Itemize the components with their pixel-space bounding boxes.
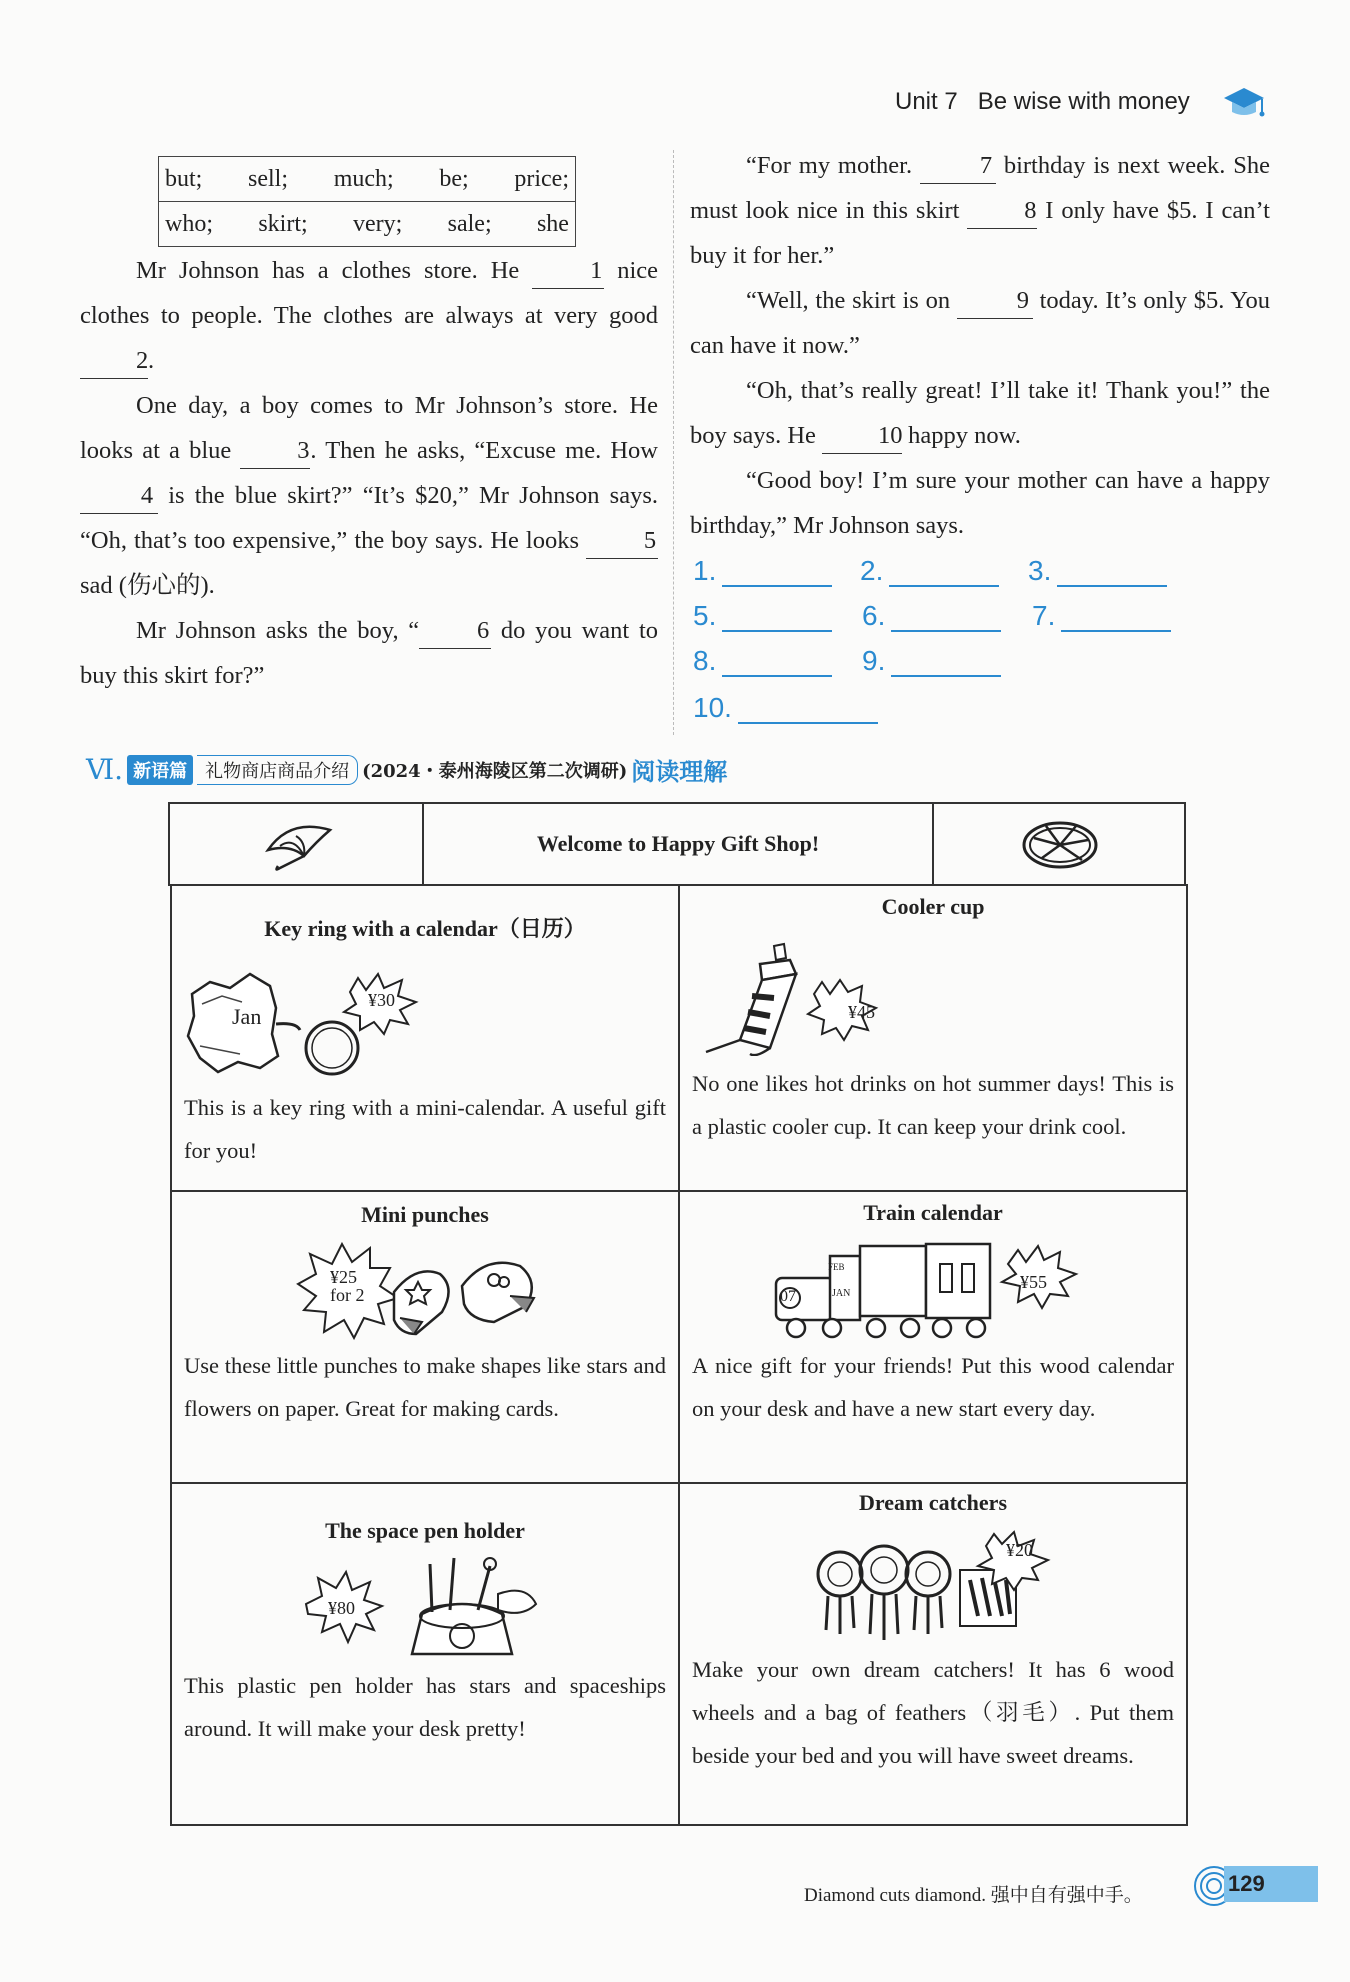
word: price; — [514, 166, 569, 192]
footer-motto: Diamond cuts diamond. 强中自有强中手。 — [804, 1885, 1143, 1906]
word: skirt; — [258, 211, 308, 237]
unit-title: Be wise with money — [977, 88, 1190, 115]
gift-train-calendar — [679, 1191, 1187, 1483]
blank-7: 7 — [920, 149, 996, 184]
gift-description: This plastic pen holder has stars and spaceships around. It will make your desk pretty! — [184, 1673, 666, 1741]
word: be; — [439, 166, 469, 192]
section-number: Ⅵ. — [86, 753, 124, 786]
section-source: (2024・泰州海陵区第二次调研) — [362, 760, 628, 782]
gift-title: Cooler cup — [881, 894, 985, 919]
train-tag-month-2: FEB — [828, 1262, 845, 1272]
answer-2[interactable]: 2. — [860, 555, 999, 587]
paragraph: “For my mother. 7 birthday is next week. She must look nice in this skirt 8 I only have $5. I can’t buy it for her.” — [690, 143, 1270, 278]
paragraph: “Oh, that’s really great! I’ll take it! Thank you!” the boy says. He 10 happy now. — [690, 368, 1270, 458]
gift-mini-punches — [171, 1191, 679, 1483]
candy-icon — [1020, 818, 1100, 872]
answer-5[interactable]: 5. — [693, 600, 832, 632]
price-note: for 2 — [330, 1285, 365, 1305]
answer-1[interactable]: 1. — [693, 555, 832, 587]
paragraph: “Well, the skirt is on 9 today. It’s only $5. You can have it now.” — [690, 278, 1270, 368]
gift-title: Train calendar — [863, 1200, 1003, 1225]
key-ring-illustration — [180, 964, 430, 1084]
gift-description: Make your own dream catchers! It has 6 wood wheels and a bag of feathers（羽毛）. Put them beside your bed and you will have sweet dreams. — [692, 1657, 1174, 1768]
word-box — [158, 156, 576, 247]
word: who; — [165, 211, 213, 237]
gift-key-ring — [171, 885, 679, 1191]
gift-title: Mini punches — [361, 1202, 489, 1227]
paragraph: Mr Johnson asks the boy, “ 6 do you want to buy this skirt for?” — [80, 608, 658, 698]
column-separator — [673, 150, 674, 735]
gift-dream-catchers — [679, 1483, 1187, 1825]
paragraph: “Good boy! I’m sure your mother can have a happy birthday,” Mr Johnson says. — [690, 467, 1270, 539]
gift-description: This is a key ring with a mini-calendar. A useful gift for you! — [184, 1095, 666, 1163]
gift-description: Use these little punches to make shapes like stars and flowers on paper. Great for making cards. — [184, 1353, 666, 1421]
page-number: 129 — [1224, 1866, 1318, 1902]
gift-description: A nice gift for your friends! Put this wood calendar on your desk and have a new start every day. — [692, 1353, 1174, 1421]
answer-7[interactable]: 7. — [1032, 600, 1171, 632]
paragraph: One day, a boy comes to Mr Johnson’s store. He looks at a blue 3. Then he asks, “Excuse me. How 4 is the blue skirt?” “It’s $20,” Mr Johnson says. “Oh, that’s too expensive,” the boy says. He looks 5 sad (伤心的). — [80, 392, 659, 599]
paragraph: Mr Johnson has a clothes store. He 1 nice clothes to people. The clothes are always at very good 2. — [80, 248, 658, 383]
section-topic: 礼物商店商品介绍 — [197, 755, 358, 785]
answer-6[interactable]: 6. — [862, 600, 1001, 632]
word: she — [536, 211, 569, 237]
answer-3[interactable]: 3. — [1028, 555, 1167, 587]
train-tag-month: JAN — [832, 1288, 851, 1299]
graduation-cap-icon — [1222, 84, 1266, 120]
price-tag: ¥45 — [848, 1002, 875, 1022]
gift-space-pen-holder — [171, 1483, 679, 1825]
word: much; — [333, 166, 394, 192]
word: sale; — [447, 211, 492, 237]
umbrella-icon — [260, 816, 340, 876]
cooler-cup-illustration — [690, 936, 910, 1056]
blank-4: 4 — [80, 479, 158, 514]
section-type: 阅读理解 — [631, 758, 728, 786]
answer-10[interactable]: 10. — [693, 692, 878, 724]
blank-5: 5 — [586, 524, 658, 559]
word: but; — [165, 166, 203, 192]
price-tag — [330, 1268, 365, 1304]
price-tag: ¥55 — [1020, 1272, 1047, 1292]
blank-9: 9 — [957, 284, 1033, 319]
passage-left — [80, 248, 658, 698]
shop-banner — [168, 802, 1186, 886]
calendar-tag: Jan — [232, 1004, 262, 1029]
unit-header — [895, 88, 1190, 116]
blank-8: 8 — [967, 194, 1037, 229]
blank-2: 2 — [80, 344, 148, 379]
passage-right — [690, 143, 1270, 548]
gift-title: Dream catchers — [858, 1490, 1008, 1515]
price-tag: ¥30 — [368, 990, 395, 1010]
price-tag: ¥20 — [1006, 1540, 1033, 1560]
mini-punches-illustration — [290, 1238, 550, 1344]
price-value: ¥25 — [330, 1267, 357, 1287]
unit-label: Unit 7 — [895, 88, 958, 115]
answer-8[interactable]: 8. — [693, 645, 832, 677]
gift-description: No one likes hot drinks on hot summer days! This is a plastic cooler cup. It can keep your drink cool. — [692, 1071, 1174, 1139]
train-calendar-illustration — [770, 1238, 1100, 1348]
gift-table — [170, 884, 1188, 1826]
gift-cooler-cup — [679, 885, 1187, 1191]
section-heading — [86, 752, 727, 787]
gift-title: Key ring with a calendar（日历） — [264, 916, 586, 941]
shop-welcome: Welcome to Happy Gift Shop! — [536, 831, 820, 856]
divider — [932, 804, 934, 884]
answer-9[interactable]: 9. — [862, 645, 1001, 677]
blank-1: 1 — [532, 254, 604, 289]
word: very; — [353, 211, 403, 237]
section-badge: 新语篇 — [127, 755, 193, 785]
price-tag: ¥80 — [328, 1598, 355, 1618]
blank-6: 6 — [419, 614, 491, 649]
train-tag-day: 07 — [780, 1288, 796, 1305]
blank-3: 3 — [240, 434, 310, 469]
blank-10: 10 — [822, 419, 902, 454]
word: sell; — [248, 166, 289, 192]
gift-title: The space pen holder — [325, 1518, 525, 1543]
